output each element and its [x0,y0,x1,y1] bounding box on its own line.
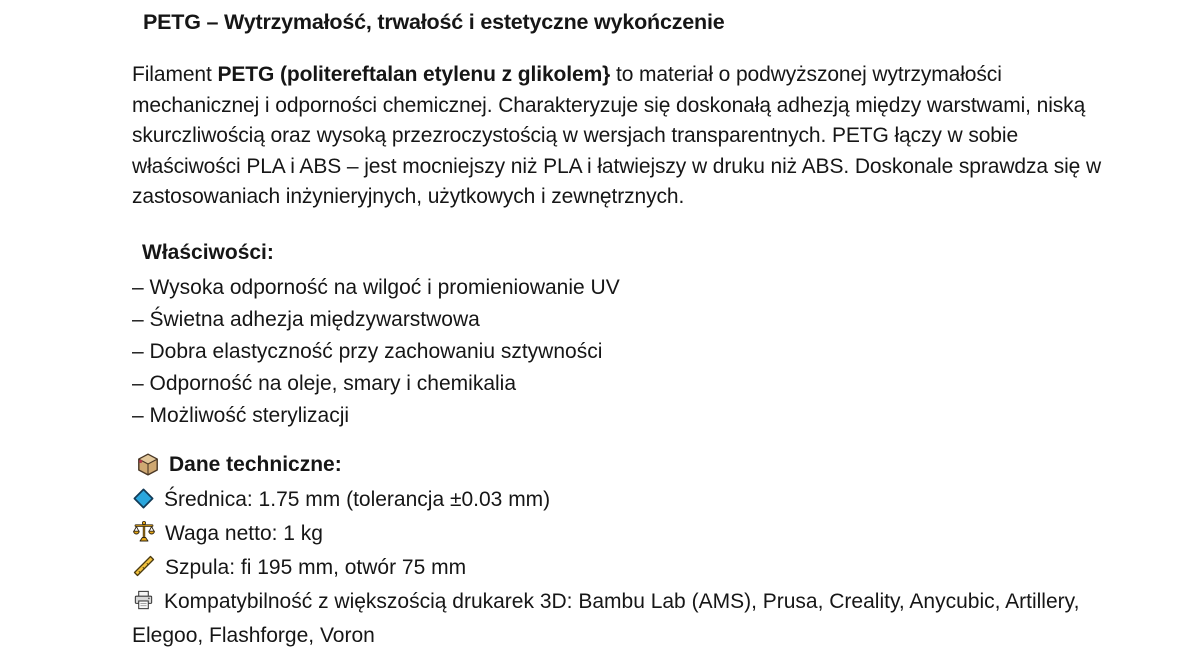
spec-spool [132,551,1104,585]
balance-scale-icon [132,520,156,544]
intro-text-rest: to materiał o podwyższonej wytrzymałości mechanicznej i odporności chemicznej. Charakteryzuje się doskonałą adhezją między warstwami, niską skurczliwością oraz wysoką przezroczystością w wersjach transparentnych. PETG łączy w sobie właściwości PLA i ABS – jest mocniejszy niż PLA i łatwiejszy w druku niż ABS. Doskonale sprawdza się w zastosowaniach inżynieryjnych, użytkowych i zewnętrznych. [132,63,1102,208]
property-item: – Możliwość sterylizacji [132,403,350,427]
property-item: – Świetna adhezja międzywarstwowa [132,307,480,331]
property-item: – Dobra elastyczność przy zachowaniu sztywności [132,339,603,363]
property-item: – Wysoka odporność na wilgoć i promieniowanie UV [132,275,620,299]
blue-diamond-icon [132,487,155,510]
specs-heading-label: Dane techniczne: [169,452,342,476]
spec-weight [132,517,1104,551]
ruler-icon [132,554,156,578]
intro-paragraph [132,60,1104,213]
product-description-page [132,8,1104,653]
property-item: – Odporność na oleje, smary i chemikalia [132,371,517,395]
spec-compatibility-text: Kompatybilność z większością drukarek 3D: Bambu Lab (AMS), Prusa, Creality, Anycubic, Artillery, Elegoo, Flashforge, Voron [132,589,1080,647]
printer-icon [132,589,155,612]
spec-compatibility [132,585,1104,653]
spec-diameter-text: Średnica: 1.75 mm (tolerancja ±0.03 mm) [164,487,551,511]
spec-weight-text: Waga netto: 1 kg [165,521,323,545]
properties-list [132,272,1104,432]
properties-heading: Właściwości: [142,240,274,264]
specs-heading [135,447,1104,483]
intro-text-pre: Filament [132,63,218,86]
specs-section [132,447,1104,653]
page-title: PETG – Wytrzymałość, trwałość i estetyczne wykończenie [143,10,725,34]
intro-bold-term: PETG (politereftalan etylenu z glikolem} [217,63,611,86]
spec-spool-text: Szpula: fi 195 mm, otwór 75 mm [165,555,467,579]
package-icon [135,451,161,477]
spec-diameter [132,483,1104,517]
